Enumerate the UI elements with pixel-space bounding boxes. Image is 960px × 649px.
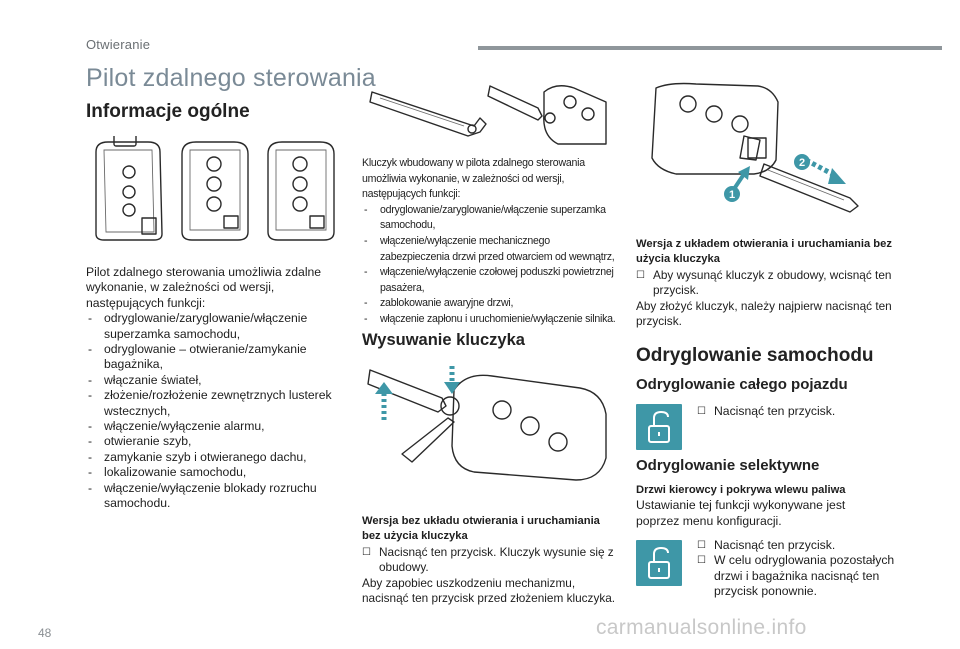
- list-item: - zablokowanie awaryjne drzwi,: [362, 296, 618, 312]
- integrated-key-functions-list: [362, 203, 618, 328]
- heading-general-info: Informacje ogólne: [86, 101, 250, 122]
- list-item: ☐ Nacisnąć ten przycisk.: [697, 404, 897, 419]
- keyless-remote-body: [652, 84, 778, 175]
- list-item: - włączenie/wyłączenie czołowej poduszki powietrznej pasażera,: [362, 265, 618, 296]
- keyless-version-text: [636, 237, 892, 329]
- key-blade-illustration: [362, 74, 612, 150]
- section-label: Otwieranie: [86, 37, 151, 52]
- page-number: 48: [38, 626, 52, 640]
- list-item: - odryglowanie/zaryglowanie/włączenie superzamka samochodu,: [86, 311, 344, 342]
- padlock-open-icon: [636, 404, 682, 450]
- padlock-open-icon: [636, 540, 682, 586]
- list-item: - włączenie zapłonu i uruchomienie/wyłączenie silnika.: [362, 312, 618, 328]
- header-rule: [478, 46, 942, 50]
- slide-arrow-icon: [806, 160, 846, 184]
- heading-selective-unlock: Odryglowanie selektywne: [636, 457, 820, 474]
- full-unlock-steps: [697, 404, 897, 419]
- key-extension-note: Aby zapobiec uszkodzeniu mechanizmu, nacisnąć ten przycisk przed złożeniem kluczyka.: [362, 575, 616, 606]
- general-info-intro: Pilot zdalnego sterowania umożliwia zdalne wykonanie, w zależności od wersji, następujących funkcji:: [86, 265, 322, 310]
- press-arrow-icon: [444, 366, 460, 394]
- extracted-key-blade: [760, 164, 858, 212]
- callout-1-label: 1: [728, 189, 736, 201]
- heading-full-unlock: Odryglowanie całego pojazdu: [636, 376, 848, 393]
- key-extension-illustration: [362, 362, 612, 502]
- list-item: - otwieranie szyb,: [86, 434, 344, 449]
- list-item: - włączenie/wyłączenie alarmu,: [86, 419, 344, 434]
- keyless-steps: [636, 268, 892, 299]
- key-extension-text: [362, 514, 618, 606]
- selective-unlock-text: [636, 483, 892, 529]
- key-blade-extended: [368, 370, 454, 462]
- version-with-keyless: Wersja z układem otwierania i uruchamiania bez użycia kluczyka: [636, 238, 892, 266]
- remote-keyfob-3: [268, 142, 334, 240]
- integrated-key-text: [362, 156, 618, 328]
- remote-body-with-key: [488, 86, 606, 144]
- general-functions-list: [86, 311, 344, 511]
- page-title: Pilot zdalnego sterowania: [86, 64, 376, 92]
- unlock-padlock-icon: [636, 404, 682, 450]
- general-info-text: [86, 265, 344, 512]
- keyless-remote-illustration: [636, 80, 886, 228]
- version-without-keyless: Wersja bez układu otwierania i uruchamiania bez użycia kluczyka: [362, 515, 600, 543]
- list-item: - zamykanie szyb i otwieranego dachu,: [86, 450, 344, 465]
- list-item: - złożenie/rozłożenie zewnętrznych lusterek wstecznych,: [86, 388, 344, 419]
- list-item: ☐ W celu odryglowania pozostałych drzwi i bagażnika nacisnąć ten przycisk ponownie.: [697, 553, 897, 599]
- watermark: carmanualsonline.info: [596, 616, 807, 639]
- remote-keyfob-2: [182, 142, 248, 240]
- list-item: - lokalizowanie samochodu,: [86, 465, 344, 480]
- selective-unlock-steps: [697, 538, 897, 600]
- list-item: ☐ Nacisnąć ten przycisk. Kluczyk wysunie się z obudowy.: [362, 545, 618, 576]
- integrated-key-intro: Kluczyk wbudowany w pilota zdalnego sterowania umożliwia wykonanie, w zależności od wersji, następujących funkcji:: [362, 157, 585, 201]
- heading-unlocking: Odryglowanie samochodu: [636, 345, 874, 366]
- list-item: - odryglowanie – otwieranie/zamykanie bagażnika,: [86, 342, 344, 373]
- list-item: ☐ Aby wysunąć kluczyk z obudowy, wcisnąć ten przycisk.: [636, 268, 892, 299]
- selective-unlock-desc: Ustawianie tej funkcji wykonywane jest poprzez menu konfiguracji.: [636, 498, 846, 528]
- list-item: ☐ Nacisnąć ten przycisk.: [697, 538, 897, 553]
- list-item: - odryglowanie/zaryglowanie/włączenie superzamka samochodu,: [362, 203, 618, 234]
- list-item: - włączenie/wyłączenie blokady rozruchu samochodu.: [86, 481, 344, 512]
- key-extension-steps: [362, 545, 618, 576]
- heading-key-extension: Wysuwanie kluczyka: [362, 331, 525, 349]
- key-blade: [370, 92, 486, 136]
- selective-unlock-bold: Drzwi kierowcy i pokrywa wlewu paliwa: [636, 484, 846, 496]
- three-remotes-illustration: [84, 136, 346, 248]
- list-item: - włączanie świateł,: [86, 373, 344, 388]
- unlock-padlock-icon-2: [636, 540, 682, 586]
- callout-2-label: 2: [798, 157, 806, 169]
- list-item: - włączenie/wyłączenie mechanicznego zabezpieczenia drzwi przed otwarciem od wewnątrz,: [362, 234, 618, 265]
- remote-keyfob-open: [441, 375, 606, 480]
- keyless-note: Aby złożyć kluczyk, należy najpierw nacisnąć ten przycisk.: [636, 298, 892, 329]
- key-release-latch: [740, 136, 760, 160]
- remote-keyfob-1: [96, 136, 162, 240]
